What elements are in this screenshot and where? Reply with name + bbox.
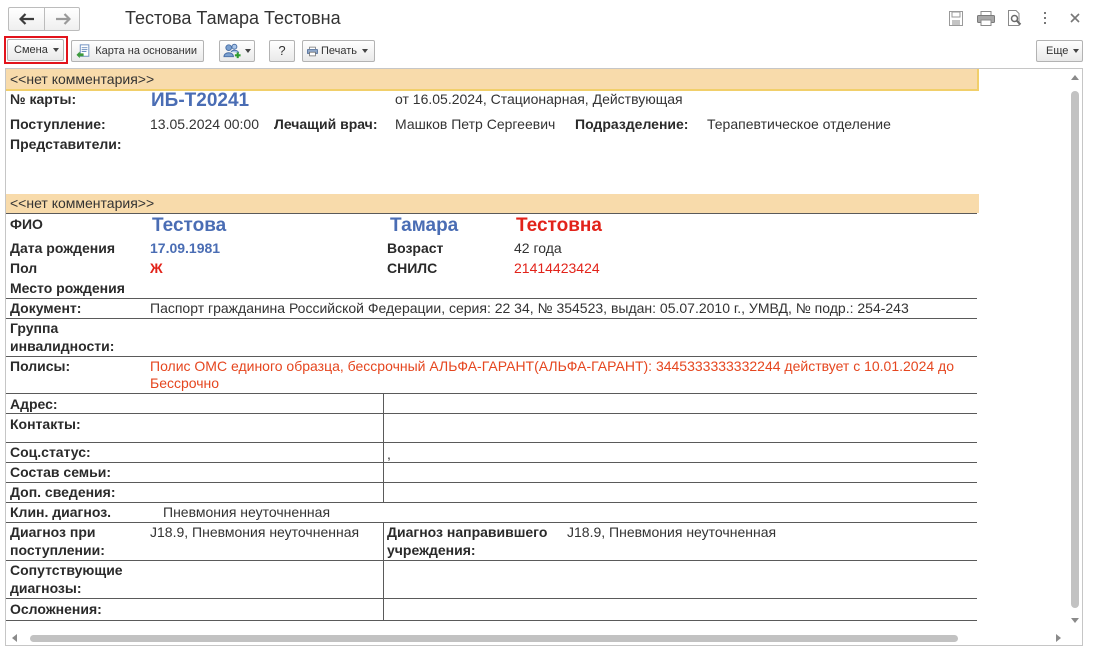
scroll-left-icon[interactable]	[12, 634, 17, 642]
department-label: Подразделение:	[575, 116, 689, 132]
card-comment: <<нет комментария>>	[10, 71, 155, 87]
document-arrow-icon	[76, 44, 90, 59]
scroll-up-icon[interactable]	[1071, 75, 1079, 80]
column-divider	[383, 393, 384, 502]
card-number-label: № карты:	[10, 91, 77, 107]
row-divider	[6, 502, 977, 503]
birthplace-label: Место рождения	[10, 280, 125, 296]
policies-value: Полис ОМС единого образца, бессрочный АЛЬФА-ГАРАНТ(АЛЬФА-ГАРАНТ): 3445333333332244 действует с 10.01.2024 до Бессрочно	[150, 358, 955, 391]
help-button[interactable]	[269, 40, 295, 62]
complications-label: Осложнения:	[10, 601, 102, 617]
print-icon	[977, 11, 995, 26]
extra-info-label: Доп. сведения:	[10, 484, 116, 500]
row-divider	[6, 356, 977, 357]
back-button[interactable]	[9, 8, 44, 30]
chevron-down-icon	[1073, 49, 1079, 53]
help-button-label: ?	[278, 43, 286, 58]
row-divider	[6, 620, 977, 621]
preview-icon	[1007, 10, 1023, 26]
users-add-icon	[223, 43, 242, 59]
chevron-down-icon	[362, 49, 368, 53]
close-button[interactable]	[1068, 11, 1082, 25]
row-divider	[6, 318, 977, 319]
row-divider	[6, 442, 977, 443]
address-label: Адрес:	[10, 396, 58, 412]
comorbidities-label: Сопутствующие диагнозы:	[10, 562, 123, 596]
policies-label: Полисы:	[10, 358, 71, 374]
more-button-label: Еще	[1046, 45, 1069, 57]
row-divider	[6, 413, 977, 414]
age-label: Возраст	[387, 240, 444, 256]
window-title: Тестова Тамара Тестовна	[125, 8, 341, 28]
horizontal-scroll-thumb[interactable]	[30, 635, 958, 642]
sex-value: Ж	[150, 260, 163, 276]
row-divider	[6, 560, 977, 561]
print-button-label: Печать	[320, 45, 357, 57]
row-divider	[6, 482, 977, 483]
snils-label: СНИЛС	[387, 260, 438, 276]
printer-icon	[307, 45, 318, 58]
change-button-label: Смена	[14, 44, 48, 56]
card-details: от 16.05.2024, Стационарная, Действующая	[395, 91, 683, 107]
save-button[interactable]	[948, 10, 964, 26]
disability-label: Группа инвалидности:	[10, 320, 115, 354]
patient-patronymic: Тестовна	[516, 215, 602, 236]
patient-first-name: Тамара	[390, 215, 459, 236]
clinical-diagnosis-value: Пневмония неуточненная	[163, 504, 331, 520]
doctor-value: Машков Петр Сергеевич	[395, 116, 556, 132]
print-title-button[interactable]	[976, 10, 996, 26]
row-divider	[6, 393, 977, 394]
chevron-down-icon	[245, 49, 251, 53]
department-value: Терапевтическое отделение	[707, 116, 891, 132]
patient-comment: <<нет комментария>>	[10, 195, 155, 211]
social-status-label: Соц.статус:	[10, 444, 91, 460]
fio-label: ФИО	[10, 216, 43, 232]
arrow-right-icon	[55, 13, 71, 25]
family-label: Состав семьи:	[10, 464, 112, 480]
row-divider	[6, 213, 977, 214]
sex-label: Пол	[10, 260, 38, 276]
document-label: Документ:	[10, 300, 82, 316]
birth-date-value: 17.09.1981	[150, 240, 221, 256]
admission-diagnosis-value: J18.9, Пневмония неуточненная	[150, 524, 360, 540]
snils-value: 21414423424	[514, 260, 600, 276]
arrow-left-icon	[19, 13, 35, 25]
scroll-down-icon[interactable]	[1071, 618, 1079, 623]
more-button[interactable]	[1036, 40, 1083, 62]
card-number: ИБ-Т20241	[151, 90, 250, 111]
row-divider	[6, 298, 977, 299]
doctor-label: Лечащий врач:	[274, 116, 378, 132]
close-icon	[1070, 13, 1080, 23]
change-button-highlight	[4, 36, 68, 64]
admission-diagnosis-label: Диагноз при поступлении:	[10, 524, 105, 558]
referral-diagnosis-value: J18.9, Пневмония неуточненная	[567, 524, 777, 540]
more-vertical-icon	[1043, 11, 1047, 25]
row-divider	[6, 598, 977, 599]
admission-label: Поступление:	[10, 116, 106, 132]
navigation-group	[8, 7, 80, 31]
users-add-button[interactable]	[219, 40, 255, 62]
social-status-value: ,	[387, 446, 391, 462]
contacts-label: Контакты:	[10, 416, 81, 432]
clinical-diagnosis-label: Клин. диагноз.	[10, 504, 112, 520]
representatives-label: Представители:	[10, 136, 122, 152]
admission-datetime: 13.05.2024 00:00	[150, 116, 259, 132]
document-value: Паспорт гражданина Российской Федерации, серия: 22 34, № 354523, выдан: 05.07.2010 г., УМВД, № подр.: 254-243	[150, 300, 909, 316]
scroll-right-icon[interactable]	[1056, 634, 1061, 642]
patient-last-name: Тестова	[152, 215, 227, 236]
forward-button[interactable]	[45, 8, 80, 30]
more-actions-button[interactable]	[1038, 9, 1052, 27]
column-divider	[383, 522, 384, 620]
print-button[interactable]	[302, 40, 375, 62]
birth-date-label: Дата рождения	[10, 240, 116, 256]
age-value: 42 года	[514, 240, 562, 256]
save-icon	[949, 11, 963, 26]
card-based-button-label: Карта на основании	[95, 45, 197, 57]
vertical-scroll-thumb[interactable]	[1071, 91, 1079, 608]
row-divider	[6, 462, 977, 463]
referral-diagnosis-label: Диагноз направившего учреждения:	[387, 524, 548, 558]
card-based-button[interactable]	[71, 40, 204, 62]
preview-button[interactable]	[1006, 9, 1024, 27]
